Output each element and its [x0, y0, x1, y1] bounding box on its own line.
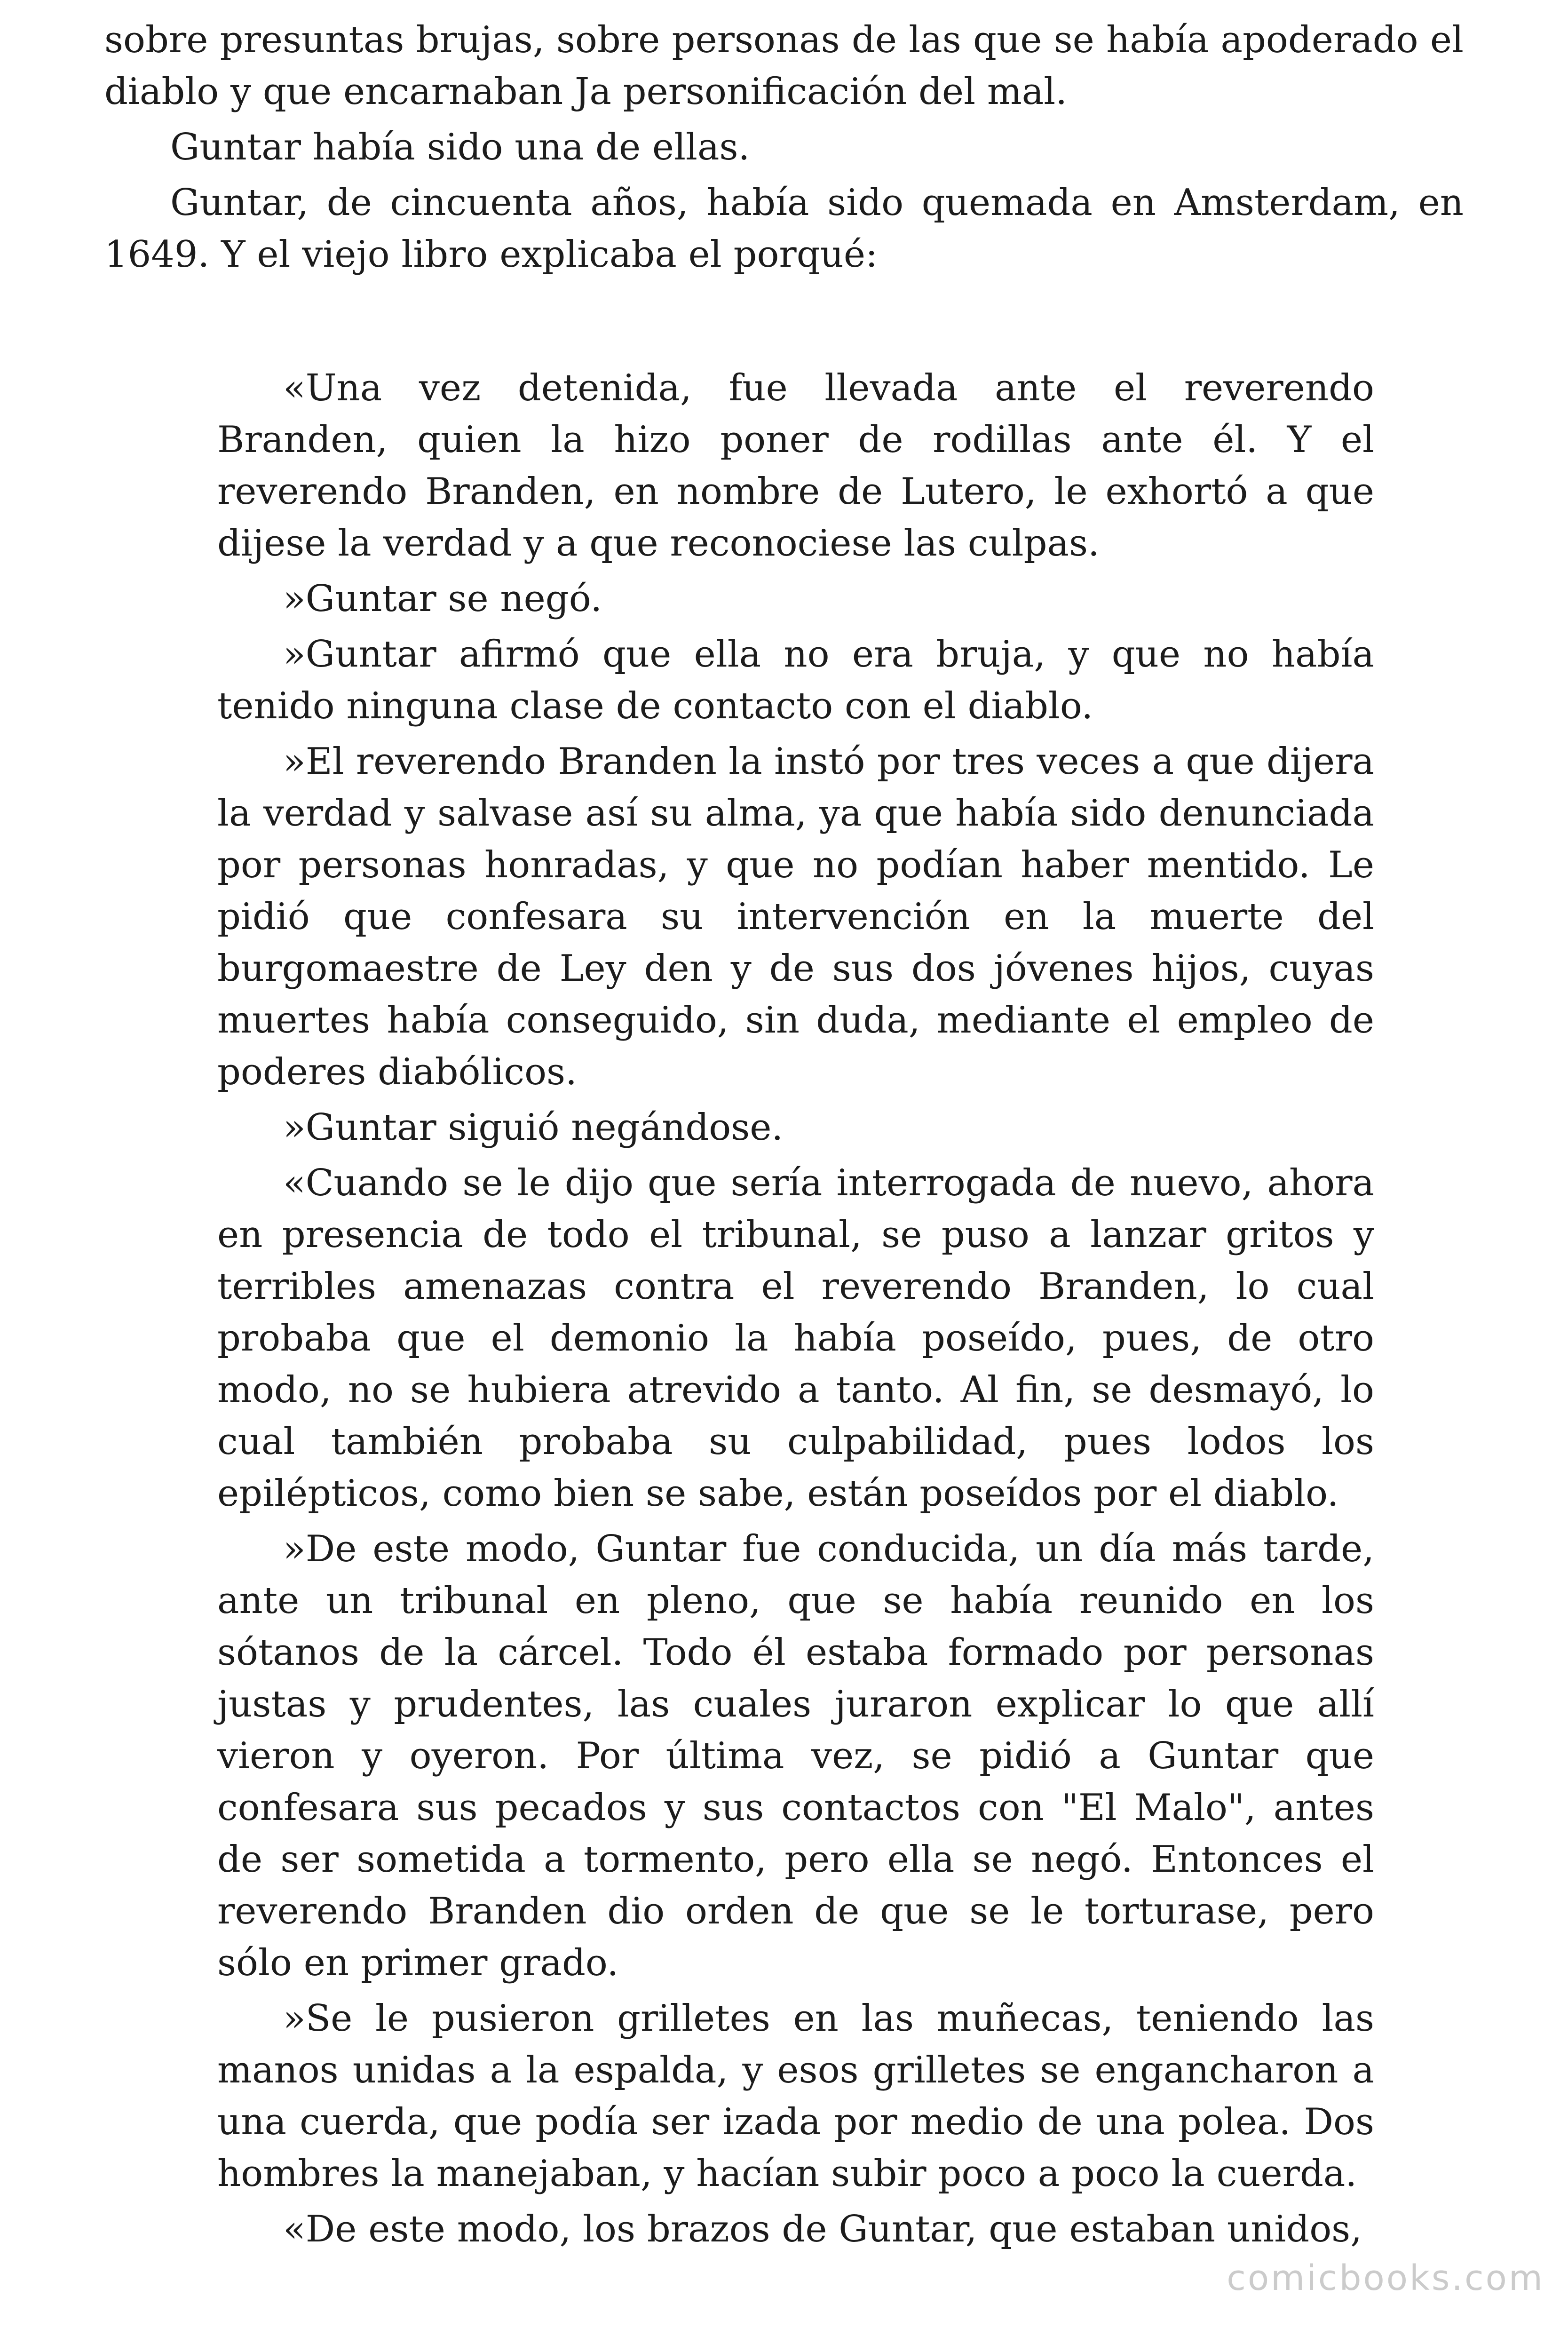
quote-paragraph: «Cuando se le dijo que sería interrogada de nuevo, ahora en presencia de todo el tribunal, se puso a lanzar gritos y terribles amenazas contra el reverendo Branden, lo cual probaba que el demonio la había poseído, pues, de otro modo, no se hubiera atrevido a tanto. Al fin, se desmayó, lo cual también probaba su culpabilidad, pues lodos los epilépticos, como bien se sabe, están poseídos por el diablo.	[217, 1162, 1374, 1515]
quote-paragraph: «Una vez detenida, fue llevada ante el reverendo Branden, quien la hizo poner de rodillas ante él. Y el reverendo Branden, en nombre de Lutero, le exhortó a que dijese la verdad y a que reconociese las culpas.	[217, 367, 1374, 564]
intro-paragraph: Guntar, de cincuenta años, había sido quemada en Amsterdam, en 1649. Y el viejo libro explicaba el porqué:	[104, 182, 1464, 276]
intro-paragraph: sobre presuntas brujas, sobre personas de las que se había apoderado el diablo y que encarnaban Ja personificación del mal.	[104, 19, 1464, 113]
watermark: comicbooks.com	[1227, 2258, 1544, 2298]
quote-paragraph: »El reverendo Branden la instó por tres veces a que dijera la verdad y salvase así su alma, ya que había sido denunciada por personas honradas, y que no podían haber mentido. Le pidió que confesara su intervención en la muerte del burgomaestre de Ley den y de sus dos jóvenes hijos, cuyas muertes había conseguido, sin duda, mediante el empleo de poderes diabólicos.	[217, 740, 1374, 1093]
intro-text	[104, 14, 1464, 284]
quote-paragraph: »Guntar afirmó que ella no era bruja, y que no había tenido ninguna clase de contacto con el diablo.	[217, 633, 1374, 727]
quote-paragraph: »Guntar se negó.	[283, 578, 602, 620]
intro-paragraph: Guntar había sido una de ellas.	[170, 126, 750, 168]
quote-paragraph: »Se le pusieron grilletes en las muñecas, teniendo las manos unidas a la espalda, y esos grilletes se engancharon a una cuerda, que podía ser izada por medio de una polea. Dos hombres la manejaban, y hacían subir poco a poco la cuerda.	[217, 1997, 1374, 2195]
quote-paragraph: »De este modo, Guntar fue conducida, un día más tarde, ante un tribunal en pleno, que se había reunido en los sótanos de la cárcel. Todo él estaba formado por personas justas y prudentes, las cuales juraron explicar lo que allí vieron y oyeron. Por última vez, se pidió a Guntar que confesara sus pecados y sus contactos con "El Malo", antes de ser sometida a tormento, pero ella se negó. Entonces el reverendo Branden dio orden de que se le torturase, pero sólo en primer grado.	[217, 1528, 1374, 1984]
quoted-passage	[217, 362, 1374, 2259]
quote-paragraph: »Guntar siguió negándose.	[283, 1106, 784, 1149]
quote-paragraph: «De este modo, los brazos de Guntar, que estaban unidos,	[283, 2208, 1362, 2250]
